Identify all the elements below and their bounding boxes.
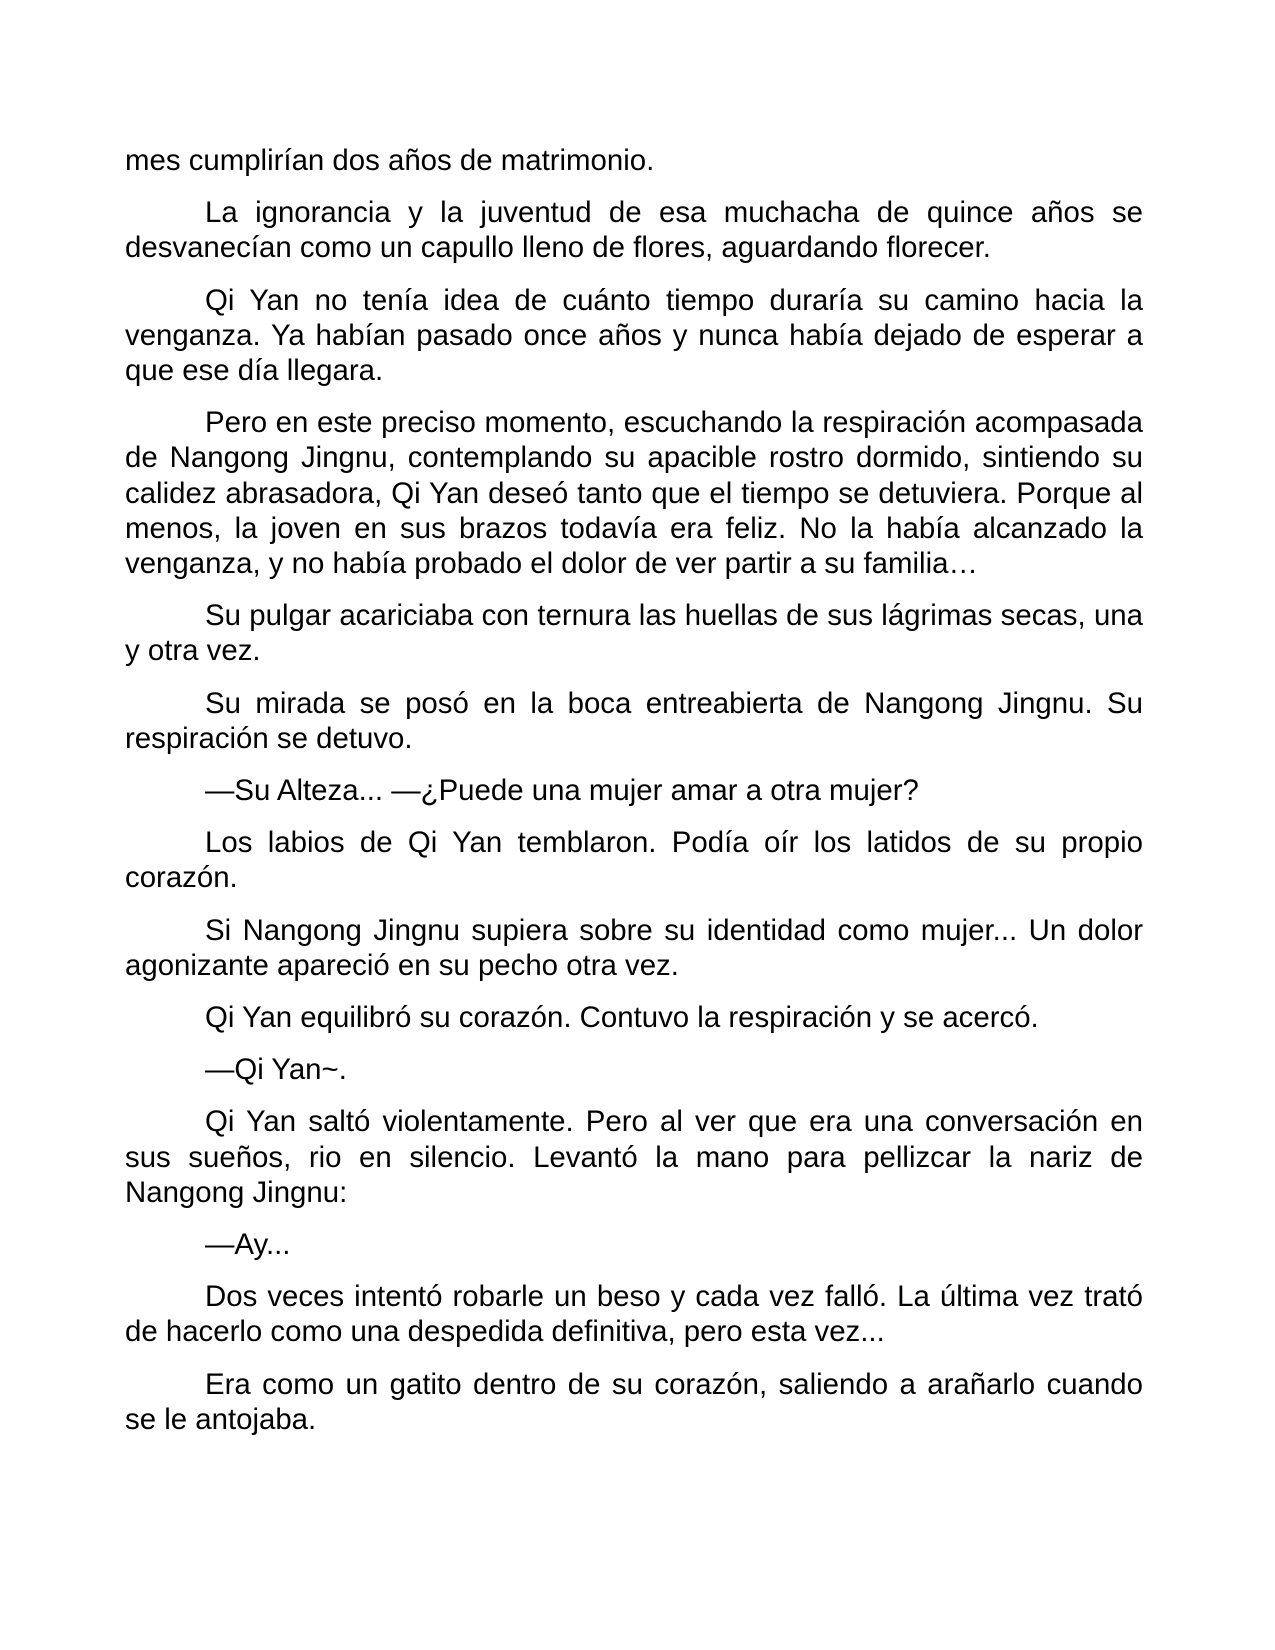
paragraph-14: Dos veces intentó robarle un beso y cada vez falló. La última vez trató de hacerlo como una despedida definitiva, pero esta vez... xyxy=(125,1280,1143,1349)
paragraph-10: Qi Yan equilibró su corazón. Contuvo la respiración y se acercó. xyxy=(205,1001,1039,1035)
paragraph-4: Pero en este preciso momento, escuchando la respiración acompasada de Nangong Jingnu, contemplando su apacible rostro dormido, sintiendo su calidez abrasadora, Qi Yan deseó tanto que el tiempo se detuviera. Porque al menos, la joven en sus brazos todavía era feliz. No la había alcanzado la venganza, y no había probado el dolor de ver partir a su familia… xyxy=(125,406,1143,581)
document-page xyxy=(125,143,1143,1454)
paragraph-8: Los labios de Qi Yan temblaron. Podía oír los latidos de su propio corazón. xyxy=(125,826,1143,895)
paragraph-13: —Ay... xyxy=(205,1228,291,1262)
paragraph-11: —Qi Yan~. xyxy=(205,1053,347,1087)
paragraph-6: Su mirada se posó en la boca entreabierta de Nangong Jingnu. Su respiración se detuvo. xyxy=(125,686,1143,755)
paragraph-5: Su pulgar acariciaba con ternura las huellas de sus lágrimas secas, una y otra vez. xyxy=(125,599,1143,668)
paragraph-15: Era como un gatito dentro de su corazón, saliendo a arañarlo cuando se le antojaba. xyxy=(125,1367,1143,1436)
paragraph-9: Si Nangong Jingnu supiera sobre su identidad como mujer... Un dolor agonizante apareció en su pecho otra vez. xyxy=(125,913,1143,982)
paragraph-1: mes cumplirían dos años de matrimonio. xyxy=(125,144,655,177)
paragraph-3: Qi Yan no tenía idea de cuánto tiempo duraría su camino hacia la venganza. Ya habían pasado once años y nunca había dejado de esperar a que ese día llegara. xyxy=(125,283,1143,388)
paragraph-12: Qi Yan saltó violentamente. Pero al ver que era una conversación en sus sueños, rio en silencio. Levantó la mano para pellizcar la nariz de Nangong Jingnu: xyxy=(125,1105,1143,1209)
paragraph-2: La ignorancia y la juventud de esa muchacha de quince años se desvanecían como un capullo lleno de flores, aguardando florecer. xyxy=(125,196,1143,265)
paragraph-7: —Su Alteza... —¿Puede una mujer amar a otra mujer? xyxy=(205,774,919,808)
